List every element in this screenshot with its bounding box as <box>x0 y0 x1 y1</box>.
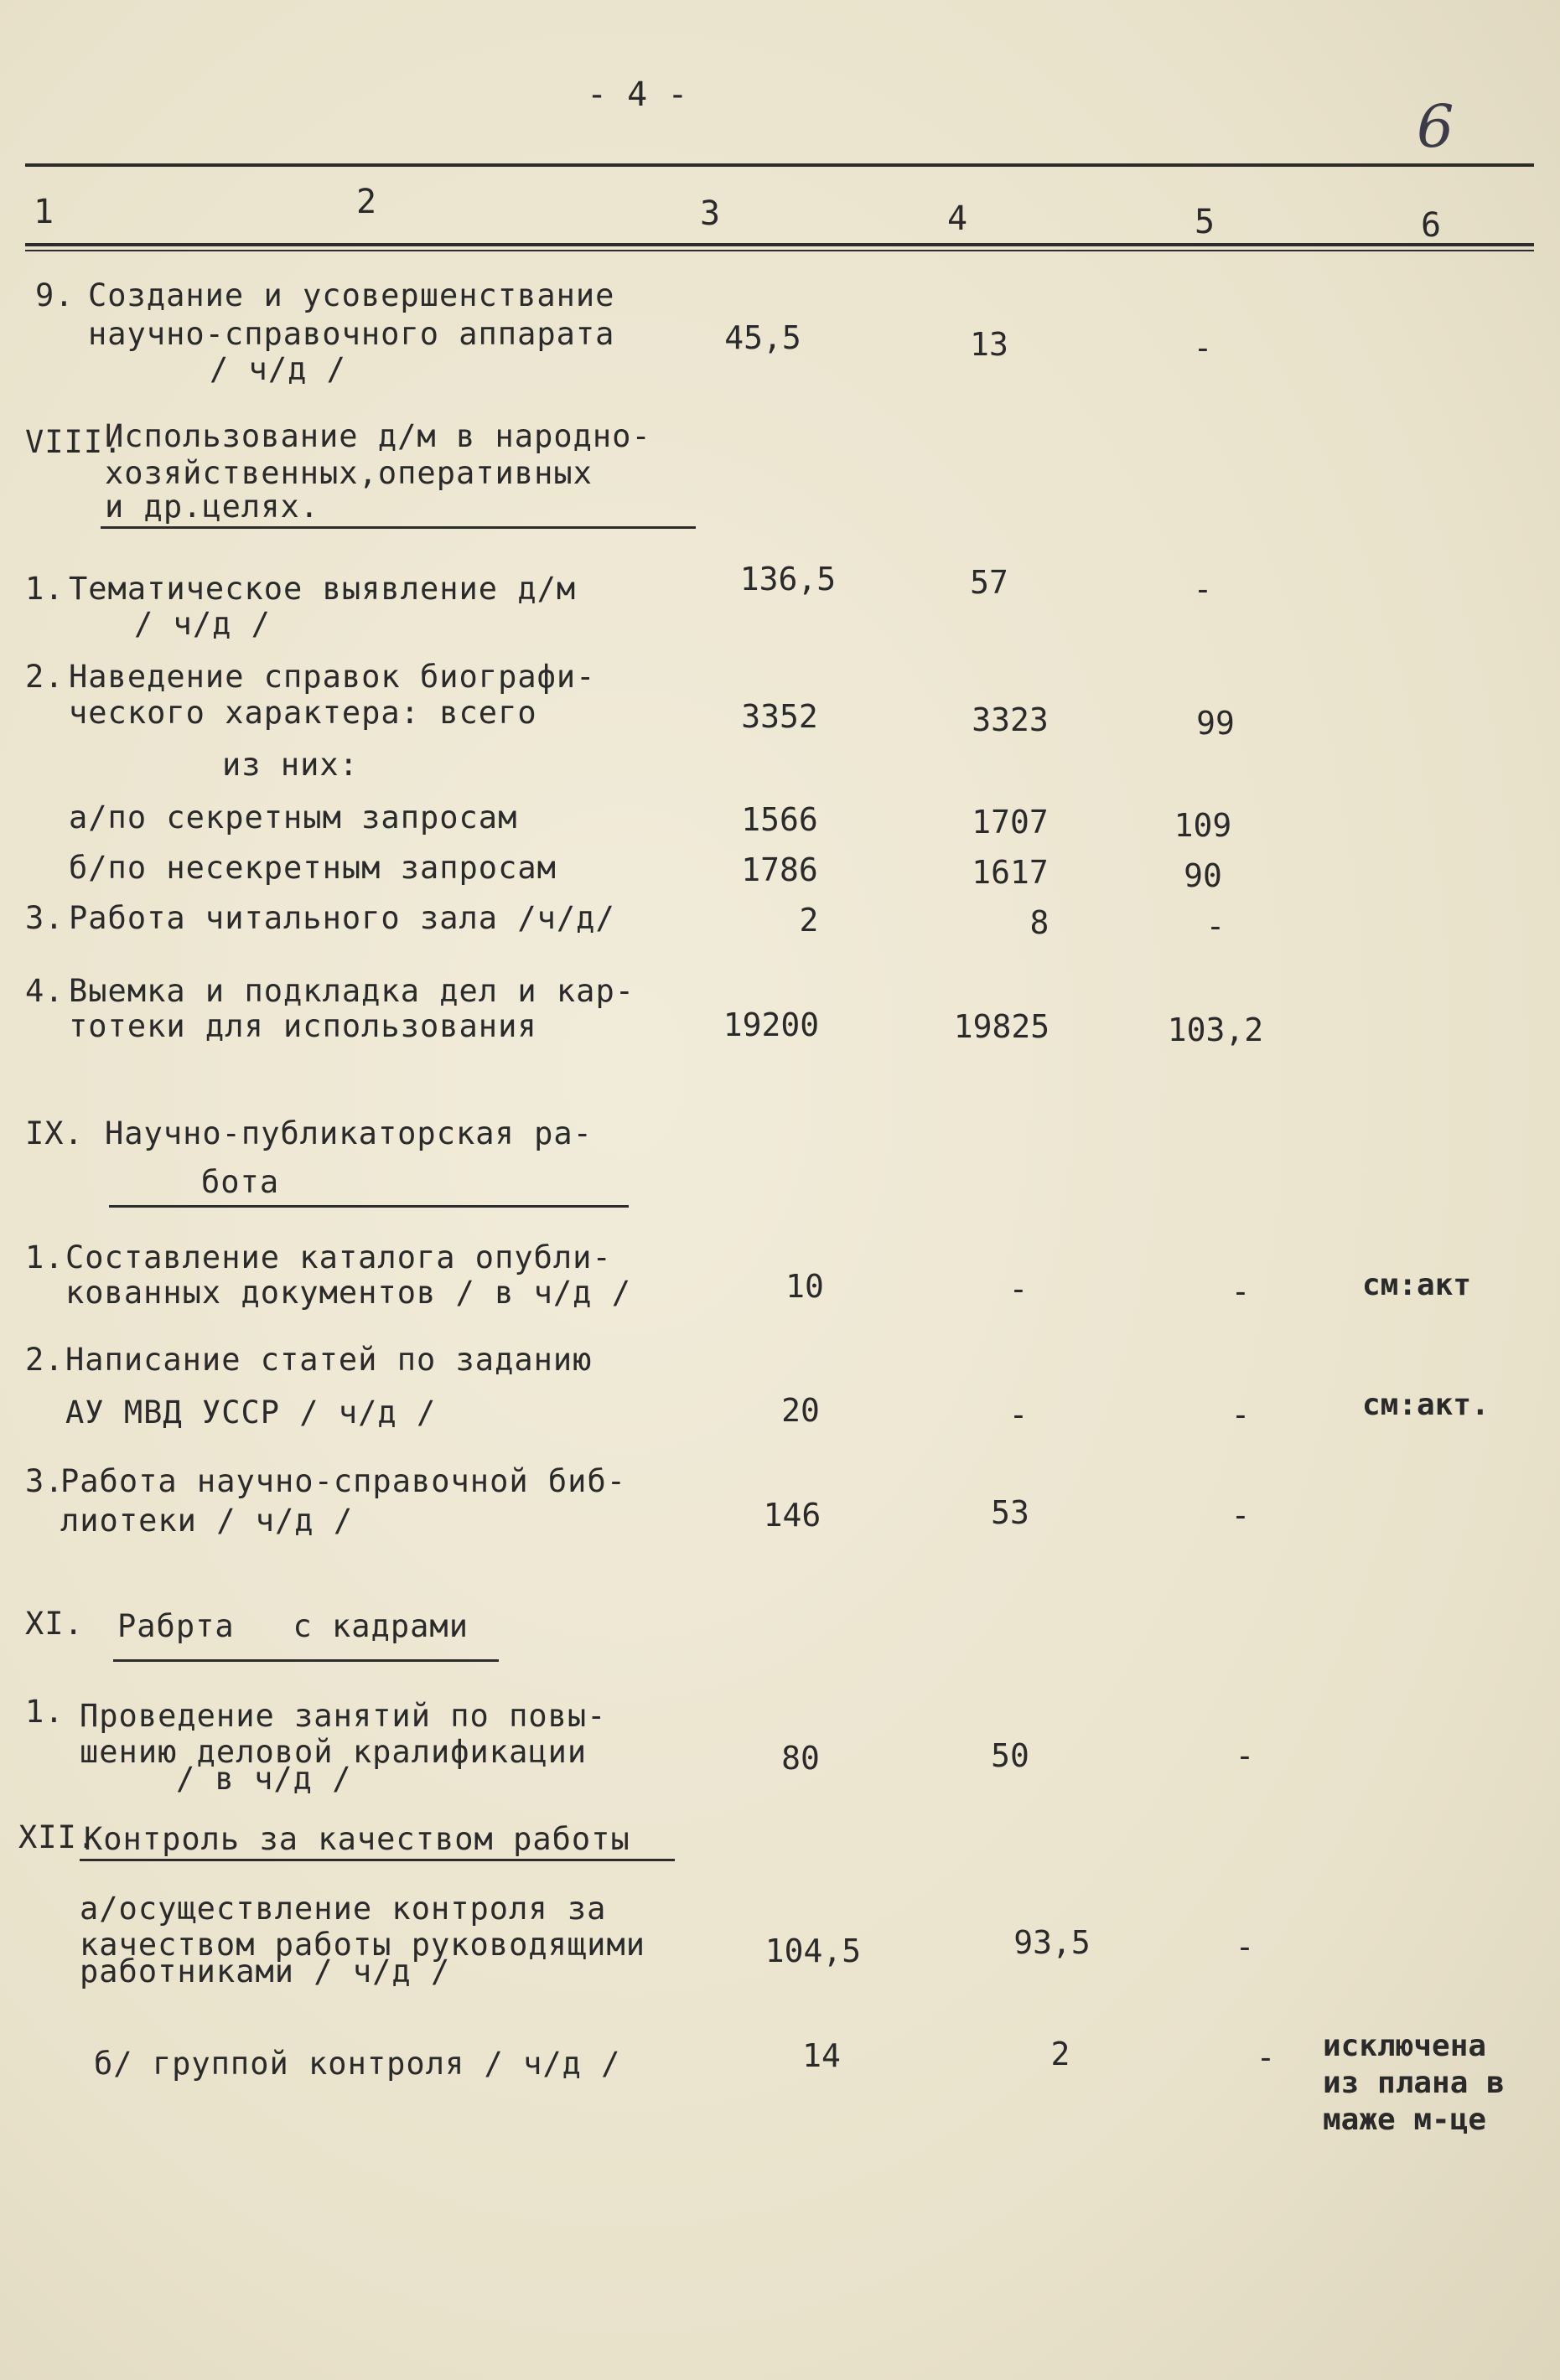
row-12-b-text: б/ группой контроля / ч/д / <box>94 2046 621 2082</box>
row-8-1-number: 1. <box>25 571 65 607</box>
row-12-b-col-5: - <box>1256 2039 1276 2076</box>
col-header-3: 3 <box>700 194 721 233</box>
row-11-1-col-5: - <box>1235 1737 1255 1774</box>
row-12-b-col-6-line-2: из плана в <box>1323 2066 1505 2100</box>
row-8-4-number: 4. <box>25 973 65 1009</box>
row-9-1-col-4: - <box>1008 1270 1029 1307</box>
row-8-1-col-3: 136,5 <box>739 561 837 598</box>
row-11-1-col-3: 80 <box>781 1740 820 1777</box>
row-8-3-col-4: 8 <box>1029 904 1050 941</box>
row-9-3-col-3: 146 <box>763 1497 821 1534</box>
row-9-col-4: 13 <box>970 326 1008 363</box>
row-8-2-col-5: 99 <box>1196 705 1235 742</box>
col-header-2: 2 <box>356 183 377 221</box>
row-12-a-col-4: 93,5 <box>1013 1924 1091 1961</box>
row-8-3-text: Работа читального зала /ч/д/ <box>69 900 615 936</box>
row-9-1-line-1: Составление каталога опубли- <box>65 1239 612 1275</box>
row-9-number: 9. <box>35 277 75 313</box>
section-12-number: XII. <box>18 1819 97 1855</box>
row-8-2-number: 2. <box>25 659 65 695</box>
row-8-4-line-2: тотеки для использования <box>69 1008 537 1044</box>
section-8-line-3: и др.целях. <box>105 489 320 525</box>
row-8-2-col-4: 3323 <box>972 701 1049 738</box>
header-top-rule <box>25 163 1534 167</box>
section-11-number: XI. <box>25 1606 84 1642</box>
row-8-1-line-2: / ч/д / <box>134 606 271 642</box>
row-9-col-3: 45,5 <box>724 319 801 356</box>
row-9-1-col-6: см:акт <box>1362 1268 1472 1302</box>
row-8-2-line-2: ческого характера: всего <box>69 695 537 731</box>
row-12-a-col-5: - <box>1235 1928 1255 1965</box>
row-8-2a-text: а/по секретным запросам <box>69 799 518 836</box>
row-9-2-col-4: - <box>1008 1396 1029 1433</box>
col-header-6: 6 <box>1421 206 1442 245</box>
header-bottom-rule-2 <box>25 250 1534 251</box>
section-11-text: Рабрта с кадрами <box>117 1608 469 1644</box>
row-12-b-col-6-line-1: исключена <box>1323 2029 1487 2063</box>
row-8-1-col-4: 57 <box>970 564 1008 601</box>
row-9-line-2: научно-справочного аппарата <box>88 316 615 352</box>
row-8-4-line-1: Выемка и подкладка дел и кар- <box>69 973 635 1009</box>
row-11-1-line-1: Проведение занятий по повы- <box>80 1698 607 1734</box>
row-9-2-col-6: см:акт. <box>1362 1388 1490 1422</box>
row-8-2-line-1: Наведение справок биографи- <box>69 659 596 695</box>
row-9-3-col-4: 53 <box>991 1494 1029 1531</box>
row-9-col-5: - <box>1193 329 1213 366</box>
row-12-a-col-3: 104,5 <box>764 1932 862 1969</box>
row-9-1-line-2: кованных документов / в ч/д / <box>65 1275 632 1311</box>
row-8-2a-col-3: 1566 <box>741 801 818 838</box>
row-9-line-3: / ч/д / <box>210 351 346 387</box>
row-9-2-col-3: 20 <box>781 1392 820 1429</box>
row-9-3-number: 3. <box>25 1463 65 1499</box>
row-11-1-col-4: 50 <box>991 1737 1029 1774</box>
row-9-1-col-5: - <box>1231 1273 1251 1310</box>
row-8-2b-col-3: 1786 <box>741 851 818 888</box>
section-12-underline <box>80 1859 675 1861</box>
row-12-a-line-1: а/осуществление контроля за <box>80 1891 607 1927</box>
row-12-b-col-4: 2 <box>1050 2036 1070 2072</box>
row-8-1-line-1: Тематическое выявление д/м <box>69 571 577 607</box>
section-12-text: Контроль за качеством работы <box>84 1821 630 1857</box>
row-12-a-line-3: работниками / ч/д / <box>80 1953 451 1989</box>
section-9-underline <box>109 1205 629 1208</box>
page-number: - 4 - <box>587 75 688 114</box>
col-header-1: 1 <box>34 193 54 231</box>
row-9-2-line-1: Написание статей по заданию <box>65 1342 593 1378</box>
row-8-2a-col-4: 1707 <box>972 804 1049 841</box>
col-header-4: 4 <box>947 199 968 238</box>
section-8-line-2: хозяйственных,оперативных <box>105 455 593 491</box>
header-bottom-rule <box>25 243 1534 246</box>
row-8-4-col-5: 103,2 <box>1167 1012 1264 1048</box>
row-8-3-col-3: 2 <box>799 902 819 939</box>
row-9-1-number: 1. <box>25 1239 65 1275</box>
row-9-2-col-5: - <box>1231 1396 1251 1433</box>
sheet-number-handwritten: 6 <box>1417 92 1454 161</box>
row-8-3-col-5: - <box>1205 908 1226 944</box>
section-9-number: IX. <box>25 1115 84 1151</box>
row-9-line-1: Создание и усовершенствание <box>88 277 615 313</box>
section-8-number: VIII. <box>25 424 123 460</box>
row-8-2b-col-5: 90 <box>1184 857 1222 894</box>
row-9-1-col-3: 10 <box>785 1268 824 1305</box>
section-9-line-1: Научно-публикаторская ра- <box>105 1115 593 1151</box>
row-8-2b-col-4: 1617 <box>972 854 1049 891</box>
row-8-2b-text: б/по несекретным запросам <box>69 850 557 886</box>
row-9-2-line-2: АУ МВД УССР / ч/д / <box>65 1394 437 1431</box>
row-8-3-number: 3. <box>25 900 65 936</box>
col-header-5: 5 <box>1195 203 1215 241</box>
section-8-line-1: Использование д/м в народно- <box>105 418 651 454</box>
row-9-2-number: 2. <box>25 1342 65 1378</box>
row-9-3-line-1: Работа научно-справочной биб- <box>60 1463 627 1499</box>
section-9-line-2: бота <box>201 1164 280 1200</box>
row-8-4-col-4: 19825 <box>953 1008 1050 1045</box>
row-8-4-col-3: 19200 <box>723 1006 820 1043</box>
row-9-3-line-2: лиотеки / ч/д / <box>60 1503 354 1539</box>
row-12-a-line-2: качеством работы руководящими <box>80 1927 646 1963</box>
section-8-underline <box>101 526 696 529</box>
row-9-3-col-5: - <box>1231 1497 1251 1534</box>
row-8-1-col-5: - <box>1193 571 1213 608</box>
row-11-1-line-3: / в ч/д / <box>176 1761 352 1797</box>
row-12-b-col-3: 14 <box>802 2037 841 2074</box>
row-8-2-col-3: 3352 <box>741 698 818 735</box>
row-8-2-line-3: из них: <box>222 747 359 783</box>
row-11-1-line-2: шению деловой кралификации <box>80 1734 588 1770</box>
section-11-underline <box>113 1659 499 1662</box>
row-12-b-col-6-line-3: маже м-це <box>1323 2103 1487 2137</box>
row-8-2a-col-5: 109 <box>1174 807 1232 844</box>
row-11-1-number: 1. <box>25 1694 65 1730</box>
